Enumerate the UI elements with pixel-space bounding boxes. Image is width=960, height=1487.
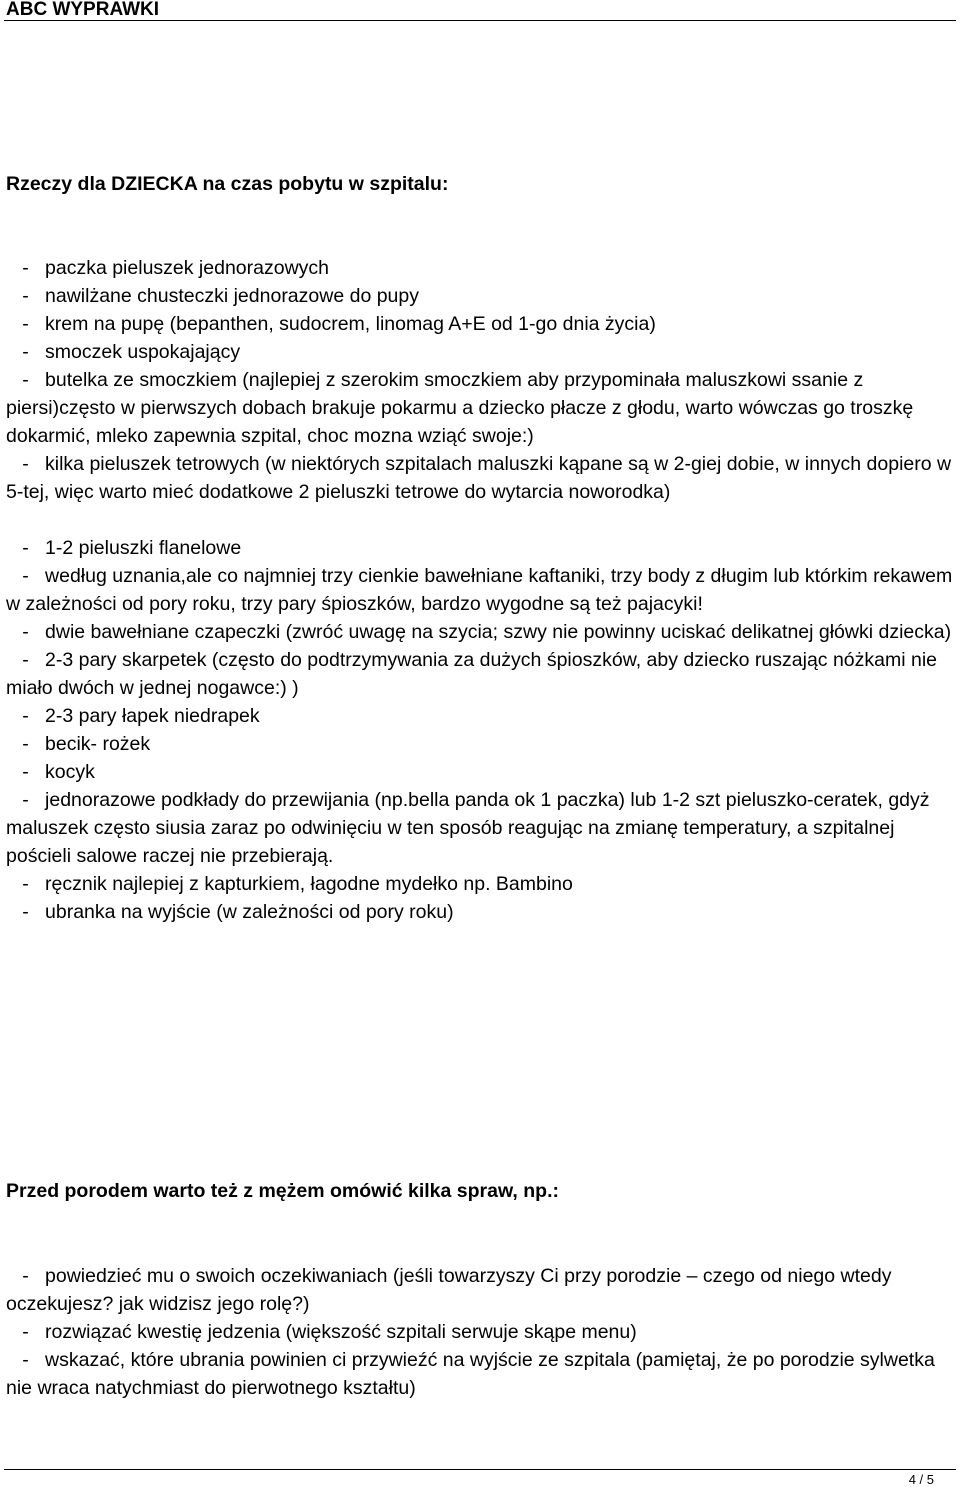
list-item: - becik- rożek — [6, 733, 151, 755]
list-item: - 2-3 pary skarpetek (często do podtrzymywania za dużych śpioszków, aby dziecko ruszając nóżkami nie miało dwóch w jednej nogawce:) ) — [6, 649, 943, 699]
list-item: - powiedzieć mu o swoich oczekiwaniach (jeśli towarzyszy Ci przy porodzie – czego od niego wtedy oczekujesz? jak widzisz jego rolę?) — [6, 1265, 897, 1315]
list-item: - butelka ze smoczkiem (najlepiej z szerokim smoczkiem aby przypominała maluszkowi ssanie z piersi)często w pierwszych dobach brakuje pokarmu a dziecko płacze z głodu, warto wówczas go troszkę dokarmić, mleko zapewnia szpital, choc mozna wziąć swoje:) — [6, 369, 919, 447]
list-item: - kocyk — [6, 761, 95, 783]
footer-divider — [4, 1469, 956, 1470]
section-heading-baby-items: Rzeczy dla DZIECKA na czas pobytu w szpitalu: — [6, 173, 449, 195]
list-item: - 1-2 pieluszki flanelowe — [6, 537, 242, 559]
list-item: - ręcznik najlepiej z kapturkiem, łagodne mydełko np. Bambino — [6, 873, 573, 895]
page-header — [0, 0, 960, 22]
list-item: - według uznania,ale co najmniej trzy cienkie bawełniane kaftaniki, trzy body z długim lub którkim rekawem w zależności od pory roku, trzy pary śpioszków, bardzo wygodne są też pajacyki! — [6, 565, 958, 615]
page-number: 4 / 5 — [908, 1472, 934, 1487]
section-heading-husband-talk: Przed porodem warto też z mężem omówić kilka spraw, np.: — [6, 1180, 559, 1202]
list-item: - paczka pieluszek jednorazowych — [6, 257, 330, 279]
list-item: - jednorazowe podkłady do przewijania (np.bella panda ok 1 paczka) lub 1-2 szt pieluszko-ceratek, gdyż maluszek często siusia zaraz po odwinięciu w ten sposób reagując na zmianę temperatury, a szpitalnej pościeli salowe raczej nie przebierają. — [6, 789, 935, 867]
list-item: - 2-3 pary łapek niedrapek — [6, 705, 260, 727]
list-item: - rozwiązać kwestię jedzenia (większość szpitali serwuje skąpe menu) — [6, 1321, 637, 1343]
list-item: - wskazać, które ubrania powinien ci przywieźć na wyjście ze szpitala (pamiętaj, że po porodzie sylwetka nie wraca natychmiast do pierwotnego kształtu) — [6, 1349, 941, 1399]
husband-talk-list — [6, 1262, 954, 1402]
list-item: - nawilżane chusteczki jednorazowe do pupy — [6, 285, 419, 307]
list-item: - dwie bawełniane czapeczki (zwróć uwagę na szycia; szwy nie powinny uciskać delikatnej główki dziecka) — [6, 621, 952, 643]
header-divider — [4, 20, 956, 21]
baby-items-list — [6, 254, 958, 926]
list-item: - ubranka na wyjście (w zależności od pory roku) — [6, 901, 454, 923]
list-item: - smoczek uspokajający — [6, 341, 241, 363]
document-title: ABC WYPRAWKI — [6, 0, 160, 20]
list-item: - kilka pieluszek tetrowych (w niektórych szpitalach maluszki kąpane są w 2-giej dobie, w innych dopiero w 5-tej, więc warto mieć dodatkowe 2 pieluszki tetrowe do wytarcia noworodka) — [6, 453, 957, 503]
list-item: - krem na pupę (bepanthen, sudocrem, linomag A+E od 1-go dnia życia) — [6, 313, 656, 335]
